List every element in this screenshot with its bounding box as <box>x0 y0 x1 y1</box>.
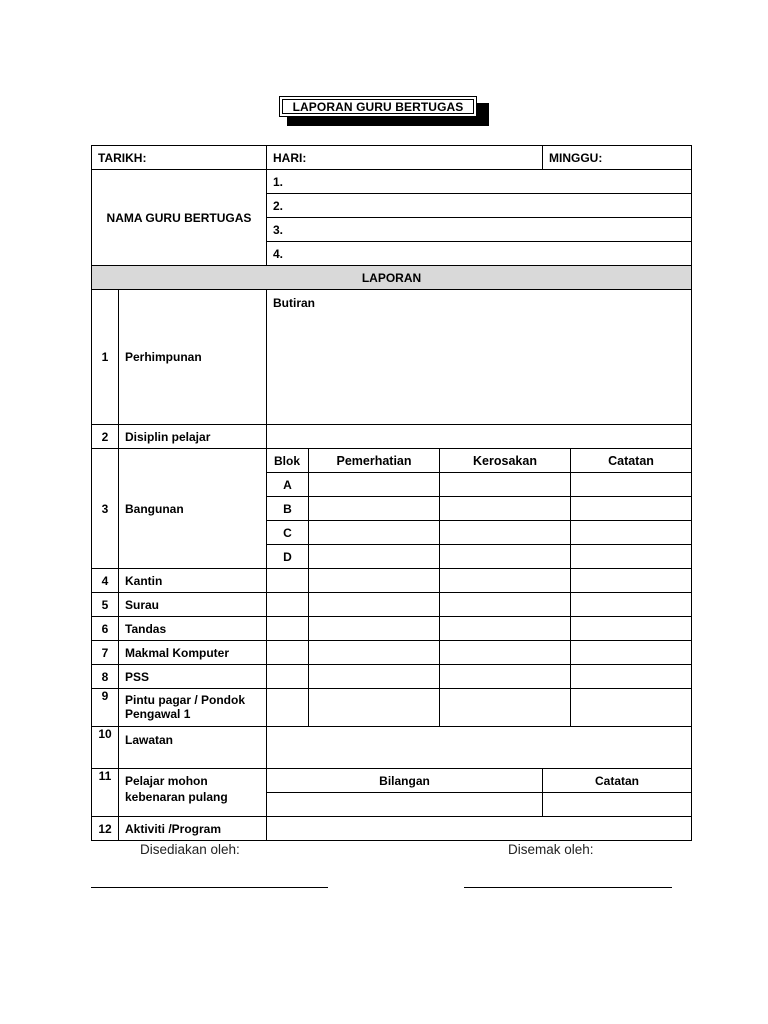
item-label: Makmal Komputer <box>119 641 267 665</box>
item-number: 12 <box>92 817 119 841</box>
kerosakan-cell[interactable] <box>440 689 571 727</box>
bilangan-cell[interactable] <box>267 793 543 817</box>
item-label: Aktiviti /Program <box>119 817 267 841</box>
laporan-heading: LAPORAN <box>92 266 692 290</box>
catatan-cell[interactable] <box>571 521 692 545</box>
item-number: 6 <box>92 617 119 641</box>
kerosakan-cell[interactable] <box>440 521 571 545</box>
item-number: 1 <box>92 290 119 425</box>
kerosakan-cell[interactable] <box>440 497 571 521</box>
kerosakan-cell[interactable] <box>440 593 571 617</box>
catatan-cell[interactable] <box>571 497 692 521</box>
item-label: Bangunan <box>119 449 267 569</box>
table-row <box>92 569 692 593</box>
table-row <box>92 727 692 769</box>
table-row <box>92 665 692 689</box>
bilangan-header: Bilangan <box>267 769 543 793</box>
lawatan-field[interactable] <box>267 727 692 769</box>
table-row <box>92 617 692 641</box>
laporan-heading-row <box>92 266 692 290</box>
tarikh-field[interactable]: TARIKH: <box>92 146 267 170</box>
blok-cell[interactable] <box>267 665 309 689</box>
pemerhatian-cell[interactable] <box>309 665 440 689</box>
pemerhatian-cell[interactable] <box>309 689 440 727</box>
item-label: Pelajar mohon kebenaran pulang <box>119 769 267 817</box>
item-number: 3 <box>92 449 119 569</box>
kerosakan-cell[interactable] <box>440 665 571 689</box>
disiplin-field[interactable] <box>267 425 692 449</box>
item-number: 4 <box>92 569 119 593</box>
item-label: Lawatan <box>119 727 267 769</box>
kerosakan-cell[interactable] <box>440 641 571 665</box>
blok-header: Blok <box>267 449 309 473</box>
pemerhatian-cell[interactable] <box>309 521 440 545</box>
pemerhatian-cell[interactable] <box>309 545 440 569</box>
pemerhatian-header: Pemerhatian <box>309 449 440 473</box>
item-label: Perhimpunan <box>119 290 267 425</box>
item-number: 5 <box>92 593 119 617</box>
table-row <box>92 641 692 665</box>
blok-letter: A <box>267 473 309 497</box>
header-row <box>92 146 692 170</box>
pemerhatian-cell[interactable] <box>309 497 440 521</box>
table-row <box>92 290 692 425</box>
pemerhatian-cell[interactable] <box>309 473 440 497</box>
catatan-header: Catatan <box>571 449 692 473</box>
item-number: 9 <box>92 689 119 727</box>
nama-guru-slot[interactable]: 4. <box>267 242 692 266</box>
item-label: Pintu pagar / Pondok Pengawal 1 <box>119 689 267 727</box>
kerosakan-header: Kerosakan <box>440 449 571 473</box>
item-label: Surau <box>119 593 267 617</box>
blok-cell[interactable] <box>267 689 309 727</box>
catatan-cell[interactable] <box>571 545 692 569</box>
blok-letter: B <box>267 497 309 521</box>
item-number: 10 <box>92 727 119 769</box>
nama-guru-slot[interactable]: 2. <box>267 194 692 218</box>
table-row <box>92 425 692 449</box>
item-number: 11 <box>92 769 119 817</box>
disemak-signature-line[interactable] <box>464 887 672 888</box>
catatan-cell[interactable] <box>571 473 692 497</box>
catatan-cell[interactable] <box>571 617 692 641</box>
butiran-field[interactable] <box>267 290 692 425</box>
blok-cell[interactable] <box>267 569 309 593</box>
hari-field[interactable]: HARI: <box>267 146 543 170</box>
pemerhatian-cell[interactable] <box>309 641 440 665</box>
catatan-cell[interactable] <box>571 593 692 617</box>
table-row <box>92 449 692 473</box>
item-label: PSS <box>119 665 267 689</box>
kerosakan-cell[interactable] <box>440 569 571 593</box>
pemerhatian-cell[interactable] <box>309 593 440 617</box>
nama-guru-row <box>92 170 692 194</box>
minggu-field[interactable]: MINGGU: <box>543 146 692 170</box>
disediakan-signature-line[interactable] <box>91 887 328 888</box>
kerosakan-cell[interactable] <box>440 545 571 569</box>
catatan-cell[interactable] <box>571 641 692 665</box>
table-row <box>92 593 692 617</box>
item-label: Kantin <box>119 569 267 593</box>
title-block <box>279 96 489 126</box>
blok-letter: C <box>267 521 309 545</box>
butiran-label: Butiran <box>273 296 315 310</box>
item-label: Disiplin pelajar <box>119 425 267 449</box>
kerosakan-cell[interactable] <box>440 473 571 497</box>
blok-letter: D <box>267 545 309 569</box>
title-box <box>279 96 477 117</box>
kerosakan-cell[interactable] <box>440 617 571 641</box>
table-row <box>92 769 692 793</box>
item-number: 7 <box>92 641 119 665</box>
catatan-cell[interactable] <box>571 689 692 727</box>
pelajar-catatan-cell[interactable] <box>543 793 692 817</box>
pelajar-catatan-header: Catatan <box>543 769 692 793</box>
item-number: 8 <box>92 665 119 689</box>
nama-guru-slot[interactable]: 1. <box>267 170 692 194</box>
item-number: 2 <box>92 425 119 449</box>
table-row <box>92 689 692 727</box>
blok-cell[interactable] <box>267 641 309 665</box>
page-title: LAPORAN GURU BERTUGAS <box>282 99 474 114</box>
aktiviti-field[interactable] <box>267 817 692 841</box>
report-table <box>91 145 692 841</box>
pemerhatian-cell[interactable] <box>309 569 440 593</box>
blok-cell[interactable] <box>267 617 309 641</box>
item-label: Tandas <box>119 617 267 641</box>
disediakan-label: Disediakan oleh: <box>140 842 240 857</box>
nama-guru-slot[interactable]: 3. <box>267 218 692 242</box>
nama-guru-label: NAMA GURU BERTUGAS <box>92 170 267 266</box>
table-row <box>92 817 692 841</box>
disemak-label: Disemak oleh: <box>508 842 594 857</box>
catatan-cell[interactable] <box>571 569 692 593</box>
blok-cell[interactable] <box>267 593 309 617</box>
pemerhatian-cell[interactable] <box>309 617 440 641</box>
catatan-cell[interactable] <box>571 665 692 689</box>
